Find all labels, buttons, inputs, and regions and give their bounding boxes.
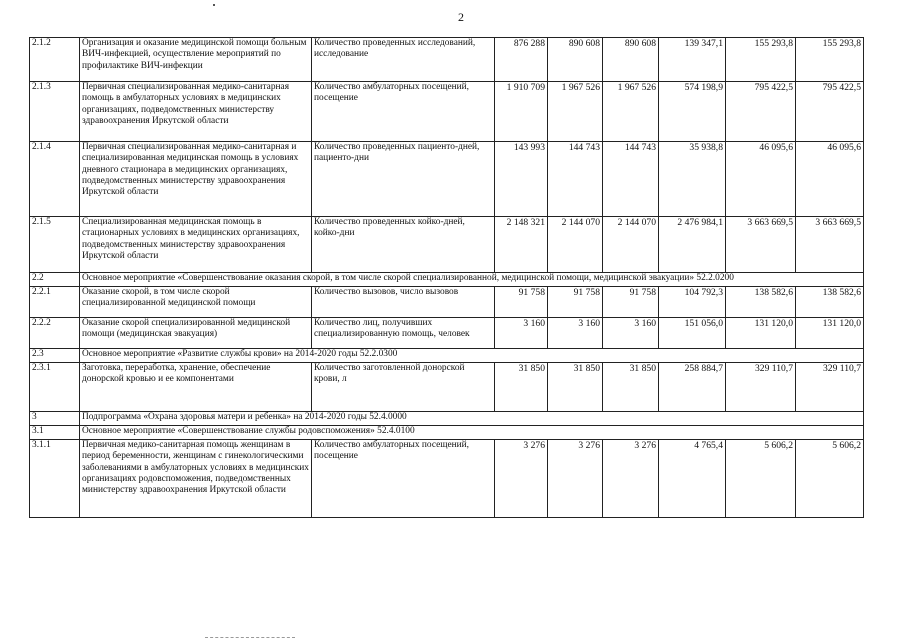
section-title: Основное мероприятие «Развитие службы крови» на 2014-2020 годы 52.2.0300 — [80, 349, 864, 363]
section-row — [30, 273, 864, 287]
cost-value: 46 095,6 — [726, 142, 796, 217]
scan-artifact — [205, 637, 295, 639]
section-row — [30, 349, 864, 363]
indicator-name: Количество лиц, получивших специализированную помощь, человек — [312, 318, 495, 349]
volume-value: 3 160 — [548, 318, 603, 349]
activity-name: Организация и оказание медицинской помощи больным ВИЧ-инфекцией, осуществление мероприятий по профилактике ВИЧ-инфекции — [80, 38, 312, 82]
cost-value: 131 120,0 — [796, 318, 864, 349]
activity-name: Заготовка, переработка, хранение, обеспечение донорской кровью и ее компонентами — [80, 363, 312, 412]
table-row — [30, 217, 864, 273]
activity-name: Оказание скорой специализированной медицинской помощи (медицинская эвакуация) — [80, 318, 312, 349]
volume-value: 2 148 321 — [495, 217, 548, 273]
volume-value: 3 276 — [495, 440, 548, 518]
row-code: 2.2 — [30, 273, 80, 287]
cost-value: 3 663 669,5 — [726, 217, 796, 273]
activity-name: Первичная специализированная медико-санитарная помощь в амбулаторных условиях в медицинских организациях, подведомственных министерству здравоохранения Иркутской области — [80, 82, 312, 142]
section-title: Основное мероприятие «Совершенствование службы родовспоможения» 52.4.0100 — [80, 426, 864, 440]
volume-value: 3 276 — [603, 440, 659, 518]
volume-value: 1 967 526 — [603, 82, 659, 142]
table-row — [30, 440, 864, 518]
volume-value: 31 850 — [548, 363, 603, 412]
cost-value: 138 582,6 — [796, 287, 864, 318]
row-code: 2.2.1 — [30, 287, 80, 318]
volume-value: 1 910 709 — [495, 82, 548, 142]
activity-name: Специализированная медицинская помощь в стационарных условиях в медицинских организациях, подведомственных министерству здравоохранения Иркутской области — [80, 217, 312, 273]
cost-value: 139 347,1 — [659, 38, 726, 82]
row-code: 3 — [30, 412, 80, 426]
table-row — [30, 82, 864, 142]
cost-value: 151 056,0 — [659, 318, 726, 349]
indicator-name: Количество амбулаторных посещений, посещение — [312, 82, 495, 142]
indicator-name: Количество проведенных пациенто-дней, пациенто-дни — [312, 142, 495, 217]
section-row — [30, 412, 864, 426]
table-row — [30, 142, 864, 217]
section-title: Подпрограмма «Охрана здоровья матери и ребенка» на 2014-2020 годы 52.4.0000 — [80, 412, 864, 426]
section-title: Основное мероприятие «Совершенствование оказания скорой, в том числе скорой специализированной, медицинской помощи, медицинской эвакуации» 52.2.0200 — [80, 273, 864, 287]
cost-value: 2 476 984,1 — [659, 217, 726, 273]
volume-value: 890 608 — [548, 38, 603, 82]
row-code: 2.1.2 — [30, 38, 80, 82]
volume-value: 143 993 — [495, 142, 548, 217]
table-row — [30, 318, 864, 349]
volume-value: 91 758 — [495, 287, 548, 318]
page-number: 2 — [458, 10, 464, 24]
volume-value: 31 850 — [495, 363, 548, 412]
cost-value: 329 110,7 — [796, 363, 864, 412]
table-row — [30, 363, 864, 412]
cost-value: 5 606,2 — [796, 440, 864, 518]
cost-value: 155 293,8 — [726, 38, 796, 82]
indicator-name: Количество вызовов, число вызовов — [312, 287, 495, 318]
cost-value: 258 884,7 — [659, 363, 726, 412]
volume-value: 31 850 — [603, 363, 659, 412]
row-code: 2.3 — [30, 349, 80, 363]
scan-speck — [213, 4, 215, 6]
volume-value: 2 144 070 — [603, 217, 659, 273]
cost-value: 104 792,3 — [659, 287, 726, 318]
row-code: 3.1.1 — [30, 440, 80, 518]
indicator-name: Количество заготовленной донорской крови, л — [312, 363, 495, 412]
table-row — [30, 287, 864, 318]
cost-value: 4 765,4 — [659, 440, 726, 518]
cost-value: 5 606,2 — [726, 440, 796, 518]
activity-name: Первичная медико-санитарная помощь женщинам в период беременности, женщинам с гинекологическими заболеваниями в амбулаторных условиях в медицинских организациях родовспоможения, подведомственных министерству здравоохранения Иркутской области — [80, 440, 312, 518]
indicator-name: Количество проведенных исследований, исследование — [312, 38, 495, 82]
volume-value: 2 144 070 — [548, 217, 603, 273]
cost-value: 155 293,8 — [796, 38, 864, 82]
cost-value: 35 938,8 — [659, 142, 726, 217]
cost-value: 329 110,7 — [726, 363, 796, 412]
cost-value: 795 422,5 — [726, 82, 796, 142]
volume-value: 91 758 — [603, 287, 659, 318]
indicator-name: Количество амбулаторных посещений, посещение — [312, 440, 495, 518]
cost-value: 3 663 669,5 — [796, 217, 864, 273]
cost-value: 138 582,6 — [726, 287, 796, 318]
indicator-name: Количество проведенных койко-дней, койко-дни — [312, 217, 495, 273]
cost-value: 795 422,5 — [796, 82, 864, 142]
row-code: 2.1.3 — [30, 82, 80, 142]
cost-value: 46 095,6 — [796, 142, 864, 217]
program-table — [29, 37, 864, 518]
activity-name: Оказание скорой, в том числе скорой специализированной медицинской помощи — [80, 287, 312, 318]
volume-value: 144 743 — [603, 142, 659, 217]
activity-name: Первичная специализированная медико-санитарная и специализированная медицинская помощь в условиях дневного стационара в медицинских организациях, подведомственных министерству здравоохранения Иркутской области — [80, 142, 312, 217]
cost-value: 574 198,9 — [659, 82, 726, 142]
row-code: 2.1.4 — [30, 142, 80, 217]
row-code: 2.1.5 — [30, 217, 80, 273]
row-code: 2.3.1 — [30, 363, 80, 412]
volume-value: 1 967 526 — [548, 82, 603, 142]
row-code: 2.2.2 — [30, 318, 80, 349]
cost-value: 131 120,0 — [726, 318, 796, 349]
volume-value: 3 160 — [603, 318, 659, 349]
volume-value: 144 743 — [548, 142, 603, 217]
table-body — [30, 38, 864, 518]
table-row — [30, 38, 864, 82]
volume-value: 890 608 — [603, 38, 659, 82]
row-code: 3.1 — [30, 426, 80, 440]
volume-value: 91 758 — [548, 287, 603, 318]
volume-value: 876 288 — [495, 38, 548, 82]
section-row — [30, 426, 864, 440]
volume-value: 3 276 — [548, 440, 603, 518]
volume-value: 3 160 — [495, 318, 548, 349]
